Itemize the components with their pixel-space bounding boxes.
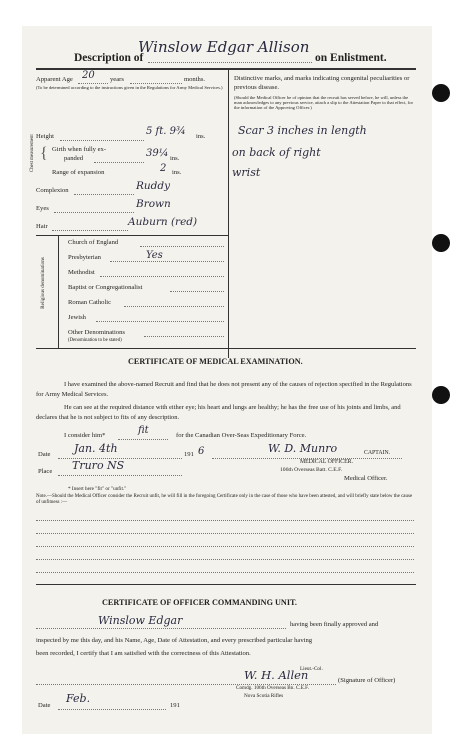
header-suffix: on Enlistment. [315,52,387,64]
medical-officer-signature: W. D. Munro [268,442,338,455]
girth-unit: ins. [170,155,180,162]
co-stamp-3: Nova Scotia Rifles [244,693,284,699]
hair-label: Hair [36,223,48,230]
presbyterian-mark: Yes [146,250,163,261]
age-note: (To be determined according to the instructions given in the Regulations for Army Medical Services.) [36,85,223,90]
girth-label-1: Girth when fully ex- [52,146,107,153]
religion-other: Other Denominations [68,329,125,336]
range-value: 2 [160,163,167,174]
consider-prefix: I consider him* [64,432,106,439]
height-unit: ins. [196,133,206,140]
medical-date-value: Jan. 4th [74,442,118,455]
punch-hole [432,386,450,404]
medical-footnote: * Insert here "fit" or "unfit." [68,486,127,492]
religion-side-label: Religious denominations [40,257,46,309]
height-label: Height [36,133,54,140]
consider-value: fit [138,425,149,436]
chest-side-label: Chest measurement [30,134,35,172]
religion-presbyterian: Presbyterian [68,254,101,261]
co-recruit-name: Winslow Edgar [98,614,183,627]
religion-jewish: Jewish [68,314,86,321]
co-year-prefix: 191 [170,702,180,709]
months-label: months. [184,76,206,83]
religion-church-of-england: Church of England [68,239,119,246]
co-date-label: Date [38,702,51,709]
recruit-name: Winslow Edgar Allison [138,38,310,56]
height-value: 5 ft. 9¾ [146,126,186,137]
denomination-note: (Denomination to be stated) [68,338,122,343]
eyes-value: Brown [136,198,171,210]
medical-stamp-title: MEDICAL OFFICER. [300,459,353,465]
years-label: years [110,76,124,83]
distinctive-mark-line-1: Scar 3 inches in length [238,124,367,137]
medical-certificate-title: CERTIFICATE OF MEDICAL EXAMINATION. [128,357,303,366]
range-label: Range of expansion [52,169,105,176]
co-stamp-1: Lieut.-Col. [300,666,323,672]
chest-brace: { [40,145,48,162]
medical-paragraph-2: He can see at the required distance with either eye; his heart and lungs are healthy; he has the free use of his joints and limbs, and declares that he is not subject to fits of any description. [36,404,401,421]
co-stamp-2: Comdg. 106th Overseas Bn. C.E.F. [236,685,309,691]
religion-roman-catholic: Roman Catholic [68,299,112,306]
medical-officer-label: Medical Officer. [344,475,388,482]
medical-stamp-unit: 106th Overseas Batt. C.E.F. [280,467,343,473]
punch-hole [432,84,450,102]
header-prefix: Description of [74,52,144,64]
medical-place-value: Truro NS [72,459,125,472]
medical-paragraph-1: I have examined the above-named Recruit and find that he does not present any of the causes of rejection specified in the Regulations for Army Medical Services. [36,381,412,398]
consider-suffix: for the Canadian Over-Seas Expeditionary Force. [176,432,307,439]
medical-date-label: Date [38,451,51,458]
co-signature: W. H. Allen [244,668,309,682]
religion-baptist: Baptist or Congregationalist [68,284,143,291]
apparent-age-label: Apparent Age [36,76,73,83]
medical-place-label: Place [38,468,53,475]
distinctive-mark-line-3: wrist [232,166,261,179]
co-line-1-suffix: having been finally approved and [290,621,379,628]
punch-hole [432,234,450,252]
hair-value: Auburn (red) [128,216,198,228]
co-line-2: inspected by me this day, and his Name, Age, Date of Attestation, and every prescribed particular having [36,637,313,644]
range-unit: ins. [172,169,182,176]
distinctive-mark-line-2: on back of right [232,146,321,159]
complexion-value: Ruddy [136,180,171,192]
co-line-3: been recorded, I certify that I am satisfied with the correctness of this Attestation. [36,650,251,657]
distinctive-marks-heading: Distinctive marks, and marks indicating congenital peculiarities or previous disease. [234,75,410,91]
complexion-label: Complexion [36,187,69,194]
girth-label-2: panded [64,155,84,162]
age-years-value: 20 [82,70,95,81]
co-certificate-title: CERTIFICATE OF OFFICER COMMANDING UNIT. [102,598,297,607]
medical-stamp-rank: CAPTAIN. [364,450,391,456]
eyes-label: Eyes [36,205,49,212]
distinctive-marks-note: (Should the Medical Officer be of opinion that the recruit has served before, he will, unless the man acknowledges to any previous service, attach a slip to the Attestation Paper to that effect, for the information of the Approving Officer.) [234,95,414,110]
medical-year-prefix: 191 [184,451,194,458]
co-date-value: Feb. [66,692,91,705]
co-signature-label: (Signature of Officer) [338,677,396,684]
girth-value: 39¼ [146,148,169,159]
medical-unfit-note: Note.—Should the Medical Officer consider the Recruit unfit, he will fill in the foregoing Certificate only in the case of those who have been attested, and will briefly state below the cause of unfitness :— [36,494,413,505]
medical-year-value: 6 [198,446,205,457]
religion-methodist: Methodist [68,269,95,276]
